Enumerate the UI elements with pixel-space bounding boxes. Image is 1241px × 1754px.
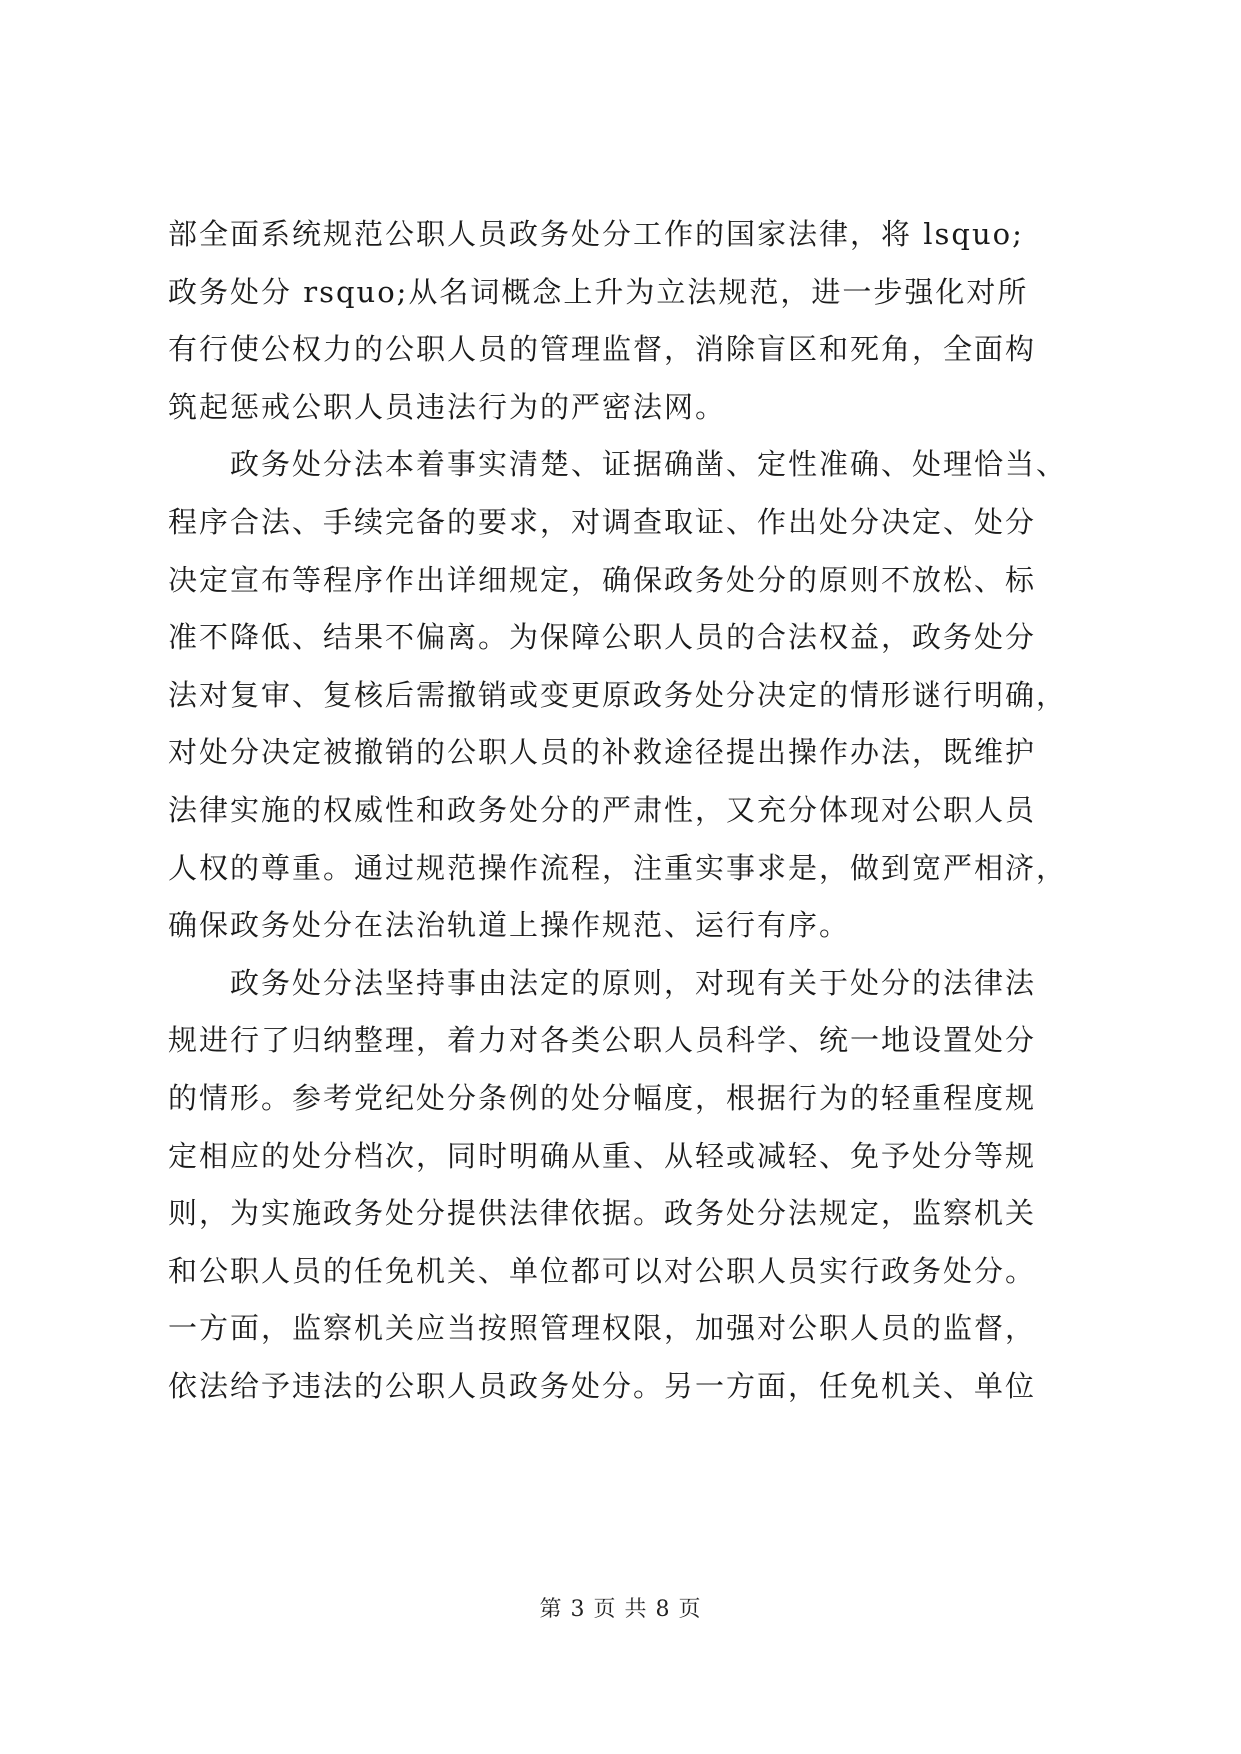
page-number-footer: 第 3 页 共 8 页 [539,1597,702,1622]
text-line: 定相应的处分档次，同时明确从重、从轻或减轻、免予处分等规 [168,1138,1037,1173]
text-line: 依法给予违法的公职人员政务处分。另一方面，任免机关、单位 [168,1368,1037,1403]
text-line: 政务处分法坚持事由法定的原则，对现有关于处分的法律法 [168,965,1037,1000]
text-line: 政务处分 rsquo;从名词概念上升为立法规范，进一步强化对所 [168,274,1029,309]
text-line: 一方面，监察机关应当按照管理权限，加强对公职人员的监督， [168,1311,1037,1346]
text-line: 规进行了归纳整理，着力对各类公职人员科学、统一地设置处分 [168,1023,1037,1058]
text-line: 法对复审、复核后需撤销或变更原政务处分决定的情形谜行明确， [168,677,1068,712]
text-line: 和公职人员的任免机关、单位都可以对公职人员实行政务处分。 [168,1253,1037,1288]
text-line: 人权的尊重。通过规范操作流程，注重实事求是，做到宽严相济， [168,850,1068,885]
text-line: 对处分决定被撤销的公职人员的补救途径提出操作办法，既维护 [168,735,1037,770]
text-line: 有行使公权力的公职人员的管理监督，消除盲区和死角，全面构 [168,332,1037,367]
text-line: 政务处分法本着事实清楚、证据确凿、定性准确、处理恰当、 [168,447,1068,482]
text-line: 则，为实施政务处分提供法律依据。政务处分法规定，监察机关 [168,1196,1037,1231]
text-line: 决定宣布等程序作出详细规定，确保政务处分的原则不放松、标 [168,562,1037,597]
text-line: 筑起惩戒公职人员违法行为的严密法网。 [168,389,727,424]
text-line: 部全面系统规范公职人员政务处分工作的国家法律，将 lsquo; [168,217,1024,251]
text-line: 准不降低、结果不偏离。为保障公职人员的合法权益，政务处分 [168,620,1037,655]
text-line: 确保政务处分在法治轨道上操作规范、运行有序。 [168,908,851,943]
text-line: 的情形。参考党纪处分条例的处分幅度，根据行为的轻重程度规 [168,1080,1037,1115]
text-line: 程序合法、手续完备的要求，对调查取证、作出处分决定、处分 [168,504,1037,539]
text-line: 法律实施的权威性和政务处分的严肃性，又充分体现对公职人员 [168,792,1037,827]
body-text [168,206,1080,1415]
